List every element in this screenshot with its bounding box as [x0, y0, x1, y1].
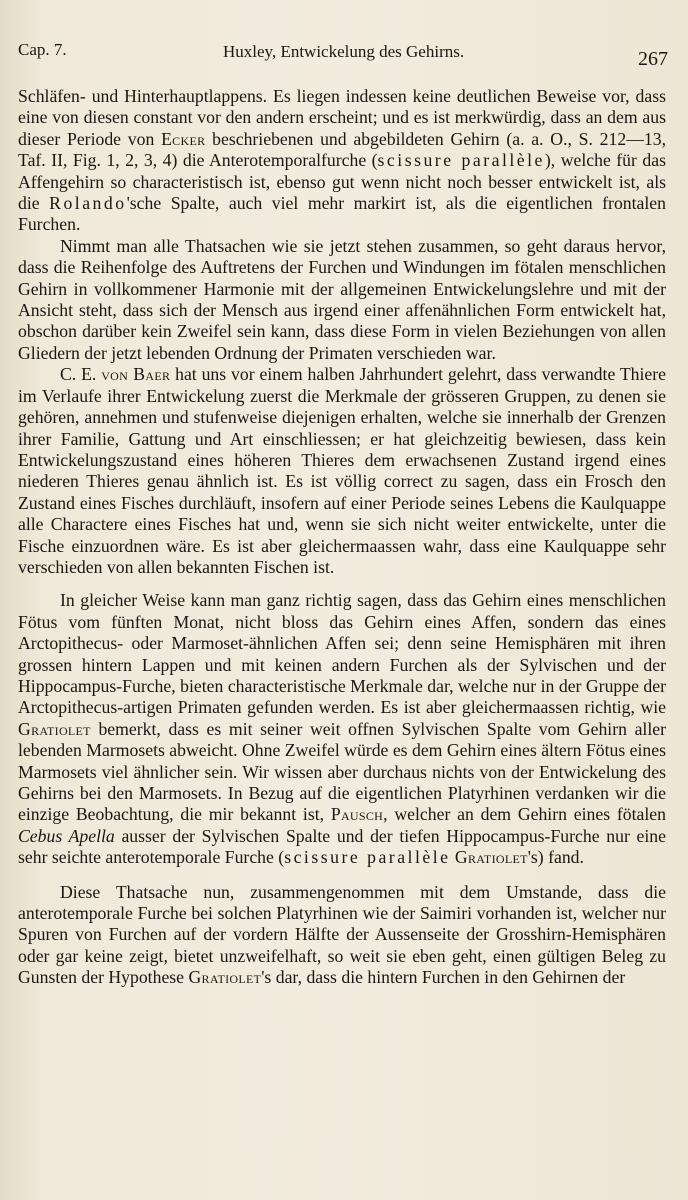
running-title: Huxley, Entwickelung des Gehirns. [223, 42, 465, 61]
paragraph-4: In gleicher Weise kann man ganz richtig sagen, dass das Gehirn eines menschlichen Fötus vom fünften Monat, nicht bloss das Gehirn eines Affen, sondern das eines Arctopithecus- oder Marmoset-ähnlichen Affen sei; denn seine Hemisphären mit ihren grossen hintern Lappen und mit keinen andern Furchen als der Sylvischen und der Hippocampus-Furche, bieten characteristische Merkmale dar, welche nur in der Gruppe der Arctopithecus-artigen Primaten gefunden werden. Es ist aber gleichermaassen richtig, wie Gratiolet bemerkt, dass es mit seiner weit offnen Sylvischen Spalte vom Gehirn aller lebenden Marmosets abweicht. Ohne Zweifel würde es dem Gehirn eines ältern Fötus eines Marmosets viel ähnlicher sein. Wir wissen aber durchaus nichts von der Entwickelung des Gehirns bei den Marmosets. In Bezug auf die eigentlichen Platyrhinen verdanken wir die einzige Beobachtung, die mir bekannt ist, Pausch, welcher an dem Gehirn eines fötalen Cebus Apella ausser der Sylvischen Spalte und der tiefen Hippocampus-Furche nur eine sehr seichte anterotemporale Furche (scissure parallèle Gratiolet's) fand. [18, 590, 666, 868]
author-name-gratiolet: Gratiolet [454, 847, 528, 868]
author-name-pausch: Pausch [330, 804, 384, 825]
paragraph-3: C. E. von Baer hat uns vor einem halben Jahrhundert gelehrt, dass verwandte Thiere im Verlaufe ihrer Entwickelung zuerst die Merkmale der grösseren Gruppen, zu denen sie gehören, annehmen und stufenweise diejenigen erhalten, welche sie innerhalb der Grenzen ihrer Familie, Gattung und Art einschliessen; er hat gleichzeitig bewiesen, dass kein Entwickelungszustand eines höheren Thieres dem erwachsenen Zustand irgend eines niederen Thieres genau ähnlich ist. Es ist völlig correct zu sagen, dass ein Frosch den Zustand eines Fisches durchläuft, insofern auf einer Periode seines Lebens die Kaulquappe alle Charactere eines Fisches hat und, wenn sie sich nicht weiter entwickelte, unter die Fische einzuordnen wäre. Es ist aber gleichermaassen wahr, dass eine Kaulquappe sehr verschieden von allen bekannten Fischen ist. [18, 364, 666, 577]
spaced-term: scissure parallèle [377, 150, 545, 171]
page-body [18, 86, 666, 989]
author-name-ecker: Ecker [161, 128, 206, 149]
author-name-baer: von Baer [101, 364, 171, 385]
chapter-label: Cap. 7. [18, 40, 67, 59]
spaced-name-rolando: Rolando [49, 193, 127, 214]
species-name: Cebus Apella [18, 825, 115, 846]
author-name-gratiolet: Gratiolet [18, 718, 91, 739]
page-header [18, 38, 668, 68]
paragraph-2: Nimmt man alle Thatsachen wie sie jetzt stehen zusammen, so geht daraus hervor, dass die Reihenfolge des Auftretens der Furchen und Windungen im fötalen menschlichen Gehirn in vollkommener Harmonie mit der allgemeinen Entwickelungslehre und mit der Ansicht steht, dass sich der Mensch aus irgend einer affenähnlichen Form entwickelt hat, obschon darüber kein Zweifel sein kann, dass diese Form in vielen Beziehungen von allen Gliedern der jetzt lebenden Ordnung der Primaten verschieden war. [18, 235, 666, 363]
spaced-term: scissure parallèle [284, 847, 451, 868]
page-number: 267 [638, 48, 668, 70]
paragraph-5: Diese Thatsache nun, zusammengenommen mit dem Umstande, dass die anterotemporale Furche bei solchen Platyrhinen wie der Saimiri vorhanden ist, welcher nur Spuren von Furchen auf der vordern Hälfte der Aussenseite der Grosshirn-Hemisphären oder gar keine zeigt, bietet unzweifelhaft, so weit sie eben geht, einen gültigen Beleg zu Gunsten der Hypothese Gratiolet's dar, dass die hintern Furchen in den Gehirnen der [18, 881, 666, 988]
paragraph-1: Schläfen- und Hinterhauptlappens. Es liegen indessen keine deutlichen Beweise vor, dass eine von diesen constant vor den andern erscheint; und es ist merkwürdig, dass an dem aus dieser Periode von Ecker beschriebenen und abgebildeten Gehirn (a. a. O., S. 212—13, Taf. II, Fig. 1, 2, 3, 4) die Anterotemporalfurche (scissure parallèle), welche für das Affengehirn so characteristisch ist, ebenso gut wenn nicht noch besser entwickelt ist, als die Rolando'sche Spalte, auch viel mehr markirt ist, als die eigentlichen frontalen Furchen. [18, 86, 667, 235]
author-name-gratiolet: Gratiolet [188, 967, 262, 988]
